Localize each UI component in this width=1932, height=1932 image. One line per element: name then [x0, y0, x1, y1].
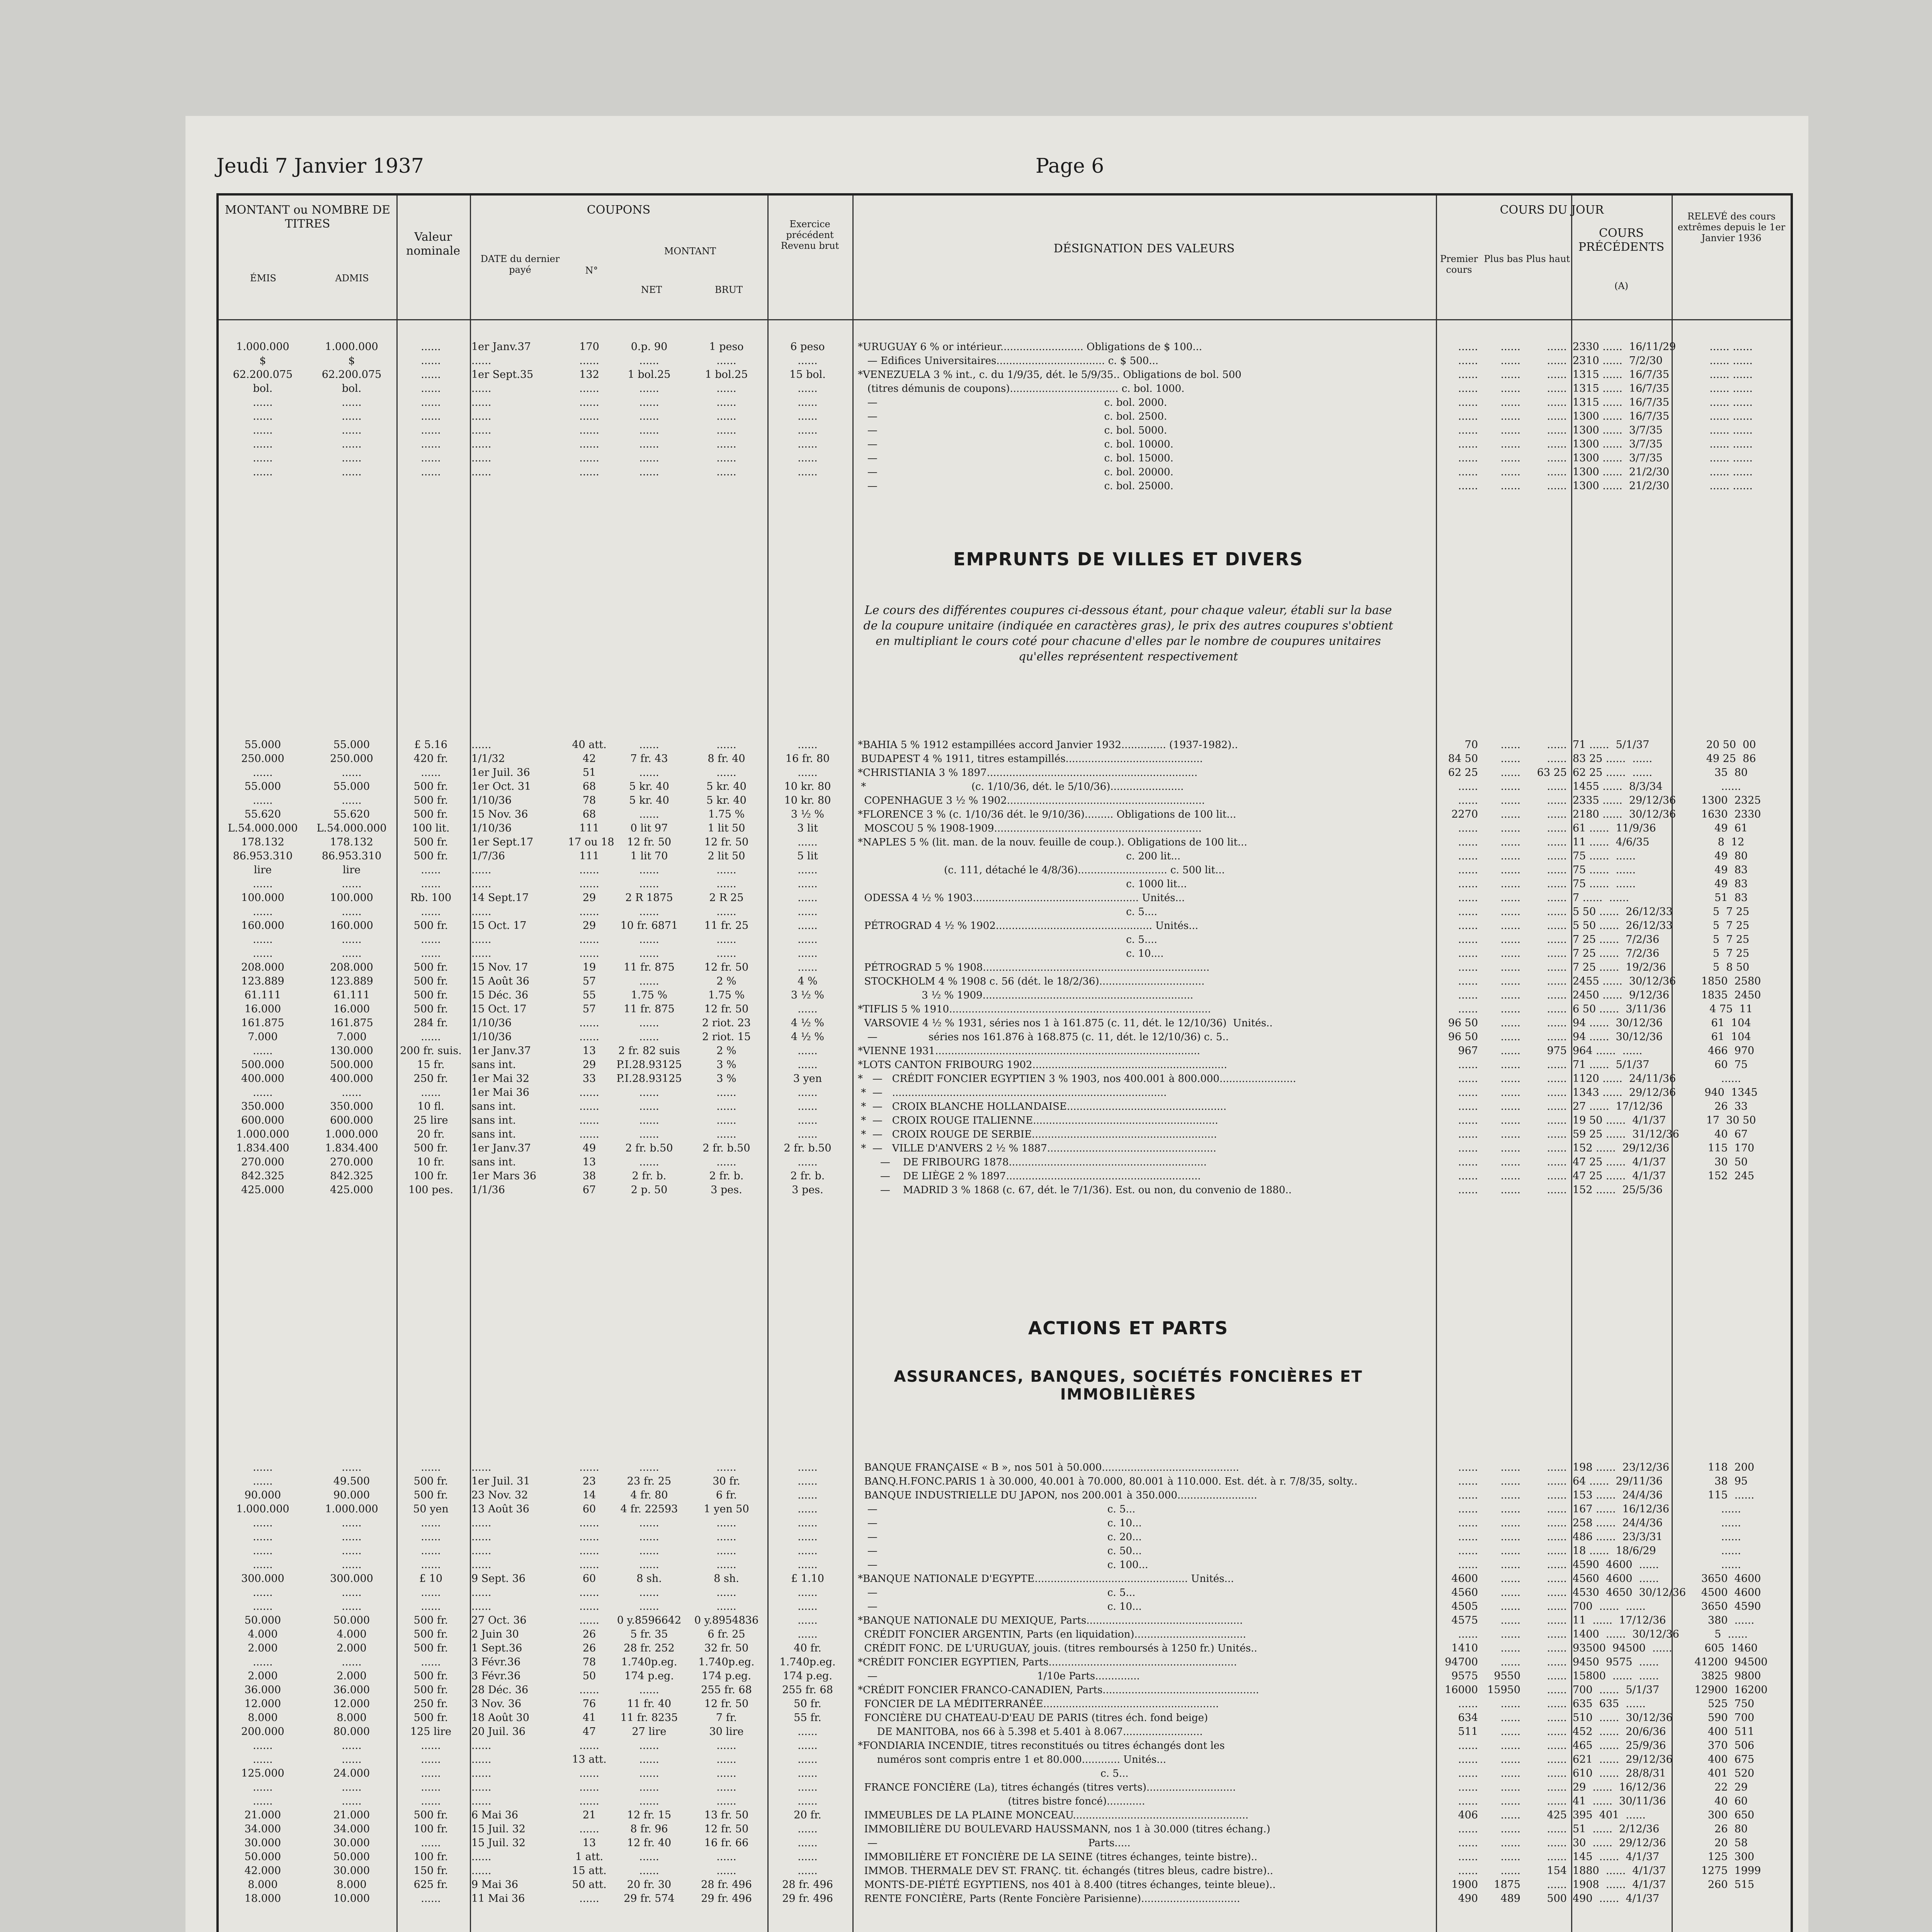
col-plus-haut: ...... ...... ...... ...... ...... ...... ...... ...... ...... ...... ...... ...... ...... ...... ...... ...... ...... ...... ...... ...... ...... ...... ...... ...... ...... 425 ...... ...... ...... 154 ...... 500 — [1547, 1461, 1567, 1905]
col-brut: ...... 8 fr. 40 ...... 5 kr. 40 5 kr. 40 1.75 % 1 lit 50 12 fr. 50 2 lit 50 ...... ...... 2 R 25 ...... 11 fr. 25 ...... ...... 12 fr. 50 2 % 1.75 % 12 fr. 50 2 riot. 23 2 riot. 15 2 % 3 % 3 % ...... ...... ...... ...... 2 fr. b.50 ...... 2 fr. b. 3 pes. — [702, 739, 751, 1196]
col-valeur: £ 5.16 420 fr. ...... 500 fr. 500 fr. 500 fr. 100 lit. 500 fr. 500 fr. ...... ...... Rb. 100 ...... 500 fr. ...... ...... 500 fr. 500 fr. 500 fr. 500 fr. 284 fr. ...... 200 fr. suis. 15 fr. 250 fr. ...... 10 fl. 25 lire 20 fr. 500 fr. 10 fr. 100 fr. 100 pes. — [400, 739, 462, 1196]
col-premier: 70 84 50 62 25 ...... ...... 2270 ...... ...... ...... ...... ...... ...... ...... ...... ...... ...... ...... ...... ...... ...... 96 50 96 50 967 ...... ...... ...... ...... ...... ...... ...... ...... ...... ...... — [1448, 739, 1478, 1196]
header-exercice: Exercice précédent Revenu brut — [781, 219, 839, 251]
page-number: Page 6 — [1036, 155, 1104, 178]
col-valeur: ...... ...... ...... ...... ...... ...... ...... ...... ...... ...... — [421, 341, 441, 478]
col-emis: ...... ...... 90.000 1.000.000 ...... ...... ...... ...... 300.000 ...... ...... 50.000 4.000 2.000 ...... 2.000 36.000 12.000 8.000 200.000 ...... ...... 125.000 ...... ...... 21.000 34.000 30.000 50.000 42.000 8.000 18.000 — [236, 1461, 289, 1905]
header-plus-haut: Plus haut — [1526, 253, 1570, 264]
col-exercice: ...... ...... ...... ...... ...... ...... ...... ...... £ 1.10 ...... ...... ...... ...... 40 fr. 1.740p.eg. 174 p.eg. 255 fr. 68 50 fr. 55 fr. ...... ...... ...... ...... ...... ...... 20 fr. ...... ...... ...... ...... 28 fr. 496 29 fr. 496 — [779, 1461, 836, 1905]
col-emis: 1.000.000 $ 62.200.075 bol. ...... ...... ...... ...... ...... ...... — [233, 341, 293, 478]
col-exercice: 6 peso ...... 15 bol. ...... ...... ...... ...... ...... ...... ...... — [789, 341, 826, 478]
col-no: 170 ...... 132 ...... ...... ...... ...... ...... ...... ...... — [579, 341, 599, 478]
col-premier: ...... ...... ...... ...... ...... ...... ...... ...... 4600 4560 4505 4575 ...... 1410 94700 9575 16000 ...... 634 511 ...... ...... ...... ...... ...... 406 ...... ...... ...... ...... 1900 490 — [1445, 1461, 1478, 1905]
col-admis: ...... 49.500 90.000 1.000.000 ...... ...... ...... ...... 300.000 ...... ...... 50.000 4.000 2.000 ...... 2.000 36.000 12.000 8.000 80.000 ...... ...... 24.000 ...... ...... 21.000 34.000 30.000 50.000 30.000 8.000 10.000 — [325, 1461, 378, 1905]
header-net: NET — [641, 284, 662, 295]
header-emis: ÉMIS — [250, 273, 276, 284]
col-precedents: 198 ...... 23/12/36 64 ...... 29/11/36 153 ...... 24/4/36 167 ...... 16/12/36 258 ...... 24/4/36 486 ...... 23/3/31 18 ...... 18/6/29 4590 4600 ...... 4560 4600 ...... 4530 4650 30/12/36 700 ...... ...... 11 ...... 17/12/36 1400 ...... 30/12/36 93500 94500 ...... 9450 9575 ...... 15800 ...... ...... 700 ...... 5/1/37 635 635 ...... 510 ...... 30/12/36 452 ...... 20/6/36 465 ...... 25/9/36 621 ...... 29/12/36 610 ...... 28/8/31 29 ...... 16/12/36 41 ...... 30/11/36 395 401 ...... 51 ...... 2/12/36 30 ...... 29/12/36 145 ...... 4/1/37 1880 ...... 4/1/37 1908 ...... 4/1/37 490 ...... 4/1/37 — [1573, 1461, 1686, 1905]
header-date: DATE du dernier payé — [480, 253, 560, 275]
header-rule — [219, 319, 1791, 320]
page-date: Jeudi 7 Janvier 1937 — [216, 155, 424, 178]
col-net: ...... 23 fr. 25 4 fr. 80 4 fr. 22593 ...... ...... ...... ...... 8 sh. ...... ...... 0 y.8596642 5 fr. 35 28 fr. 252 1.740p.eg. 174 p.eg. ...... 11 fr. 40 11 fr. 8235 27 lire ...... ...... ...... ...... ...... 12 fr. 15 8 fr. 96 12 fr. 40 ...... ...... 20 fr. 30 29 fr. 574 — [617, 1461, 682, 1905]
col-emis: 55.000 250.000 ...... 55.000 ...... 55.620 L.54.000.000 178.132 86.953.310 lire ...... 100.000 ...... 160.000 ...... ...... 208.000 123.889 61.111 16.000 161.875 7.000 ...... 500.000 400.000 ...... 350.000 600.000 1.000.000 1.834.400 270.000 842.325 425.000 — [228, 739, 298, 1196]
header-montant: MONTANT ou NOMBRE DE TITRES — [225, 203, 390, 231]
col-exercice: ...... 16 fr. 80 ...... 10 kr. 80 10 kr. 80 3 ½ % 3 lit ...... 5 lit ...... ...... ...... ...... ...... ...... ...... ...... 4 % 3 ½ % ...... 4 ½ % 4 ½ % ...... ...... 3 yen ...... ...... ...... ...... 2 fr. b.50 ...... 2 fr. b. 3 pes. — [784, 739, 832, 1196]
header-no: N° — [585, 265, 598, 276]
col-releve: 20 50 00 49 25 86 35 80 ...... 1300 2325 1630 2330 49 61 8 12 49 80 49 83 49 83 51 83 5 7 25 5 7 25 5 7 25 5 7 25 5 8 50 1850 2580 1835 2450 4 75 11 61 104 61 104 466 970 60 75 ...... 940 1345 26 33 17 30 50 40 67 115 170 30 50 152 245 — [1701, 739, 1761, 1182]
column-rule — [470, 196, 471, 1932]
col-designation: *BAHIA 5 % 1912 estampillées accord Janvier 1932.............. (1937-1982).. BUDAPEST 4 % 1911, titres estampillés........................................... *CHRISTIANIA 3 % 1897.................................................................. * (c. 1/10/36, dét. le 5/10/36)....................... COPENHAGUE 3 ½ % 1902.............................................................. *FLORENCE 3 % (c. 1/10/36 dét. le 9/10/36)......... Obligations de 100 lit... MOSCOU 5 % 1908-1909................................................................. *NAPLES 5 % (lit. man. de la nouv. feuille de coup.). Obligations de 100 lit... c. 200 lit... (c. 111, détaché le 4/8/36)............................ c. 500 lit... c. 1000 lit... ODESSA 4 ½ % 1903.................................................... Unités... c. 5.... PÉTROGRAD 4 ½ % 1902................................................. Unités... c. 5.... c. 10.... PÉTROGRAD 5 % 1908....................................................................... STOCKHOLM 4 % 1908 c. 56 (dét. le 18/2/36)................................. 3 ½ % 1909.................................................................. *TIFLIS 5 % 1910.................................................................................. VARSOVIE 4 ½ % 1931, séries nos 1 à 161.875 (c. 11, dét. le 12/10/36) Unités.. — séries nos 161.876 à 168.875 (c. 11, dét. le 12/10/36) c. 5.. *VIENNE 1931................................................................................... *LOTS CANTON FRIBOURG 1902............................................................. * — CRÉDIT FONCIER EGYPTIEN 3 % 1903, nos 400.001 à 800.000........................ * — ...................................................................................... * — CROIX BLANCHE HOLLANDAISE.................................................. * — CROIX ROUGE ITALIENNE.......................................................... * — CROIX ROUGE DE SERBIE.......................................................... * — VILLE D'ANVERS 2 ½ % 1887..................................................... — DE FRIBOURG 1878.............................................................. — DE LIÈGE 2 % 1897............................................................. — MADRID 3 % 1868 (c. 67, dét. le 7/1/36). Est. ou non, du convenio de 1880.. — [858, 739, 1296, 1196]
col-net: 0.p. 90 ...... 1 bol.25 ...... ...... ...... ...... ...... ...... ...... — [628, 341, 671, 478]
col-no: 40 att. 42 51 68 78 68 111 17 ou 18 111 ...... ...... 29 ...... 29 ...... ...... 19 57 55 57 ...... ...... 13 29 33 ...... ...... ...... ...... 49 13 38 67 — [568, 739, 614, 1196]
col-brut: 1 peso ...... 1 bol.25 ...... ...... ...... ...... ...... ...... ...... — [705, 341, 748, 478]
col-date: ...... 1/1/32 1er Juil. 36 1er Oct. 31 1/10/36 15 Nov. 36 1/10/36 1er Sept.17 1/7/36 ...... ...... 14 Sept.17 ...... 15 Oct. 17 ...... ...... 15 Nov. 17 15 Août 36 15 Déc. 36 15 Oct. 17 1/10/36 1/10/36 1er Janv.37 sans int. 1er Mai 32 1er Mai 36 sans int. sans int. sans int. 1er Janv.37 sans int. 1er Mars 36 1/1/36 — [471, 739, 537, 1196]
col-premier: ...... ...... ...... ...... ...... ...... ...... ...... ...... ...... ...... — [1458, 341, 1478, 492]
header-cours-jour: COURS DU JOUR — [1500, 203, 1604, 217]
col-plus-bas: ...... ...... ...... ...... ...... ...... ...... ...... ...... ...... ...... — [1500, 341, 1520, 492]
header-designation: DÉSIGNATION DES VALEURS — [1053, 242, 1235, 255]
col-brut: ...... 30 fr. 6 fr. 1 yen 50 ...... ...... ...... ...... 8 sh. ...... ...... 0 y.8954836 6 fr. 25 32 fr. 50 1.740p.eg. 174 p.eg. 255 fr. 68 12 fr. 50 7 fr. 30 lire ...... ...... ...... ...... ...... 13 fr. 50 12 fr. 50 16 fr. 66 ...... ...... 28 fr. 496 29 fr. 496 — [694, 1461, 759, 1905]
col-precedents: 2330 ...... 16/11/29 2310 ...... 7/2/30 1315 ...... 16/7/35 1315 ...... 16/7/35 1315 ...... 16/7/35 1300 ...... 16/7/35 1300 ...... 3/7/35 1300 ...... 3/7/35 1300 ...... 3/7/35 1300 ...... 21/2/30 1300 ...... 21/2/30 — [1573, 341, 1676, 492]
col-plus-haut: ...... ...... ...... ...... ...... ...... ...... ...... ...... ...... ...... — [1547, 341, 1567, 492]
emprunts-note: Le cours des différentes coupures ci-dessous étant, pour chaque valeur, établi sur la base de la coupure unitaire (indiquée en caractères gras), le prix des autres coupures s'obtient en multipliant le cours coté pour chacune d'elles par le nombre de coupures unitaires qu'elles représentent respectivement — [863, 604, 1393, 663]
col-plus-bas: ...... ...... ...... ...... ...... ...... ...... ...... ...... ...... ...... ...... ...... ...... ...... 9550 15950 ...... ...... ...... ...... ...... ...... ...... ...... ...... ...... ...... ...... ...... 1875 489 — [1487, 1461, 1520, 1905]
header-admis: ADMIS — [335, 273, 369, 284]
col-admis: 55.000 250.000 ...... 55.000 ...... 55.620 L.54.000.000 178.132 86.953.310 lire ...... 100.000 ...... 160.000 ...... ...... 208.000 123.889 61.111 16.000 161.875 7.000 130.000 500.000 400.000 ...... 350.000 600.000 1.000.000 1.834.400 270.000 842.325 425.000 — [316, 739, 387, 1196]
col-admis: 1.000.000 $ 62.200.075 bol. ...... ...... ...... ...... ...... ...... — [321, 341, 382, 478]
col-valeur: ...... 500 fr. 500 fr. 50 yen ...... ...... ...... ...... £ 10 ...... ...... 500 fr. 500 fr. 500 fr. ...... 500 fr. 500 fr. 250 fr. 500 fr. 125 lire ...... ...... ...... ...... ...... 500 fr. 100 fr. ...... 100 fr. 150 fr. 625 fr. ...... — [410, 1461, 452, 1905]
col-designation: *URUGUAY 6 % or intérieur.......................... Obligations de $ 100... — Edifices Universitaires.................................. c. $ 500... *VENEZUELA 3 % int., c. du 1/9/35, dét. le 5/9/35.. Obligations de bol. 500 (titres démunis de coupons).................................. c. bol. 1000. — c. bol. 2000. — c. bol. 2500. — c. bol. 5000. — c. bol. 10000. — c. bol. 15000. — c. bol. 20000. — c. bol. 25000. — [858, 341, 1242, 492]
header-brut: BRUT — [715, 284, 743, 295]
header-valeur: Valeur nominale — [406, 230, 460, 258]
column-rule — [1672, 196, 1673, 1932]
header-releve: RELEVÉ des cours extrêmes depuis le 1er Janvier 1936 — [1677, 211, 1786, 243]
header-precedents-sub: (A) — [1614, 281, 1629, 291]
section-emprunts: EMPRUNTS DE VILLES ET DIVERS — [953, 549, 1303, 570]
col-date: 1er Janv.37 ...... 1er Sept.35 ...... ...... ...... ...... ...... ...... ...... — [471, 341, 534, 478]
col-designation: BANQUE FRANÇAISE « B », nos 501 à 50.000........................................... BANQ.H.FONC.PARIS 1 à 30.000, 40.001 à 70.000, 80.001 à 110.000. Est. dét. à r. 7/8/35, solty.. BANQUE INDUSTRIELLE DU JAPON, nos 200.001 à 350.000......................... — c. 5... — c. 10... — c. 20... — c. 50... — c. 100... *BANQUE NATIONALE D'EGYPTE................................................ Unités... — c. 5... — c. 10... *BANQUE NATIONALE DU MEXIQUE, Parts................................................. CRÉDIT FONCIER ARGENTIN, Parts (en liquidation)................................... CRÉDIT FONC. DE L'URUGUAY, jouis. (titres remboursés à 1250 fr.) Unités.. *CRÉDIT FONCIER EGYPTIEN, Parts........................................................... — 1/10e Parts.............. *CRÉDIT FONCIER FRANCO-CANADIEN, Parts................................................. FONCIER DE LA MÉDITERRANÉE....................................................... FONCIÈRE DU CHATEAU-D'EAU DE PARIS (titres éch. fond beige) DE MANITOBA, nos 66 à 5.398 et 5.401 à 8.067......................... *FONDIARIA INCENDIE, titres reconstitués ou titres échangés dont les numéros sont compris entre 1 et 80.000............ Unités... c. 5... FRANCE FONCIÈRE (La), titres échangés (titres verts)............................ (titres bistre foncé)............ IMMEUBLES DE LA PLAINE MONCEAU....................................................... IMMOBILIÈRE DU BOULEVARD HAUSSMANN, nos 1 à 30.000 (titres échang.) — Parts..... IMMOBILIÈRE ET FONCIÈRE DE LA SEINE (titres échanges, teinte bistre).. IMMOB. THERMALE DEV ST. FRANÇ. tit. échangés (titres bleus, cadre bistre).. MONTS-DE-PIÉTÉ EGYPTIENS, nos 401 à 8.400 (titres échanges, teinte bleue).. RENTE FONCIÈRE, Parts (Rente Foncière Parisienne)............................... — [858, 1462, 1358, 1905]
col-date: ...... 1er Juil. 31 23 Nov. 32 13 Août 36 ...... ...... ...... ...... 9 Sept. 36 ...... ...... 27 Oct. 36 2 Juin 30 1 Sept.36 3 Févr.36 3 Févr.36 28 Déc. 36 3 Nov. 36 18 Août 30 20 Juil. 36 ...... ...... ...... ...... ...... 6 Mai 36 15 Juil. 32 15 Juil. 32 ...... ...... 9 Mai 36 11 Mai 36 — [471, 1461, 530, 1905]
col-plus-bas: ...... ...... ...... ...... ...... ...... ...... ...... ...... ...... ...... ...... ...... ...... ...... ...... ...... ...... ...... ...... ...... ...... ...... ...... ...... ...... ...... ...... ...... ...... ...... ...... ...... — [1500, 739, 1520, 1196]
header-plus-bas: Plus bas — [1484, 253, 1523, 264]
header-premier: Premier cours — [1440, 253, 1478, 275]
col-no: ...... 23 14 60 ...... ...... ...... ...... 60 ...... ...... ...... 26 26 78 50 ...... 76 41 47 ...... 13 att. ...... ...... ...... 21 ...... 13 1 att. 15 att. 50 att. ...... — [572, 1461, 607, 1905]
section-assurances: ASSURANCES, BANQUES, SOCIÉTÉS FONCIÈRES ET IMMOBILIÈRES — [894, 1368, 1363, 1403]
header-coupons: COUPONS — [587, 203, 651, 217]
col-releve: ...... ...... ...... ...... ...... ...... ...... ...... ...... ...... ...... ...... ...... ...... ...... ...... ...... ...... ...... ...... ...... ...... — [1709, 341, 1753, 492]
column-rule — [852, 196, 854, 1932]
header-precedents: COURS PRÉCÉDENTS — [1578, 226, 1665, 254]
col-releve: 118 200 38 95 115 ...... ...... ...... ...... ...... ...... 3650 4600 4500 4600 3650 4590 380 ...... 5 ...... 605 1460 41200 94500 3825 9800 12900 16200 525 750 590 700 400 511 370 506 400 675 401 520 22 29 40 60 300 650 26 80 20 58 125 300 1275 1999 260 515 — [1694, 1461, 1768, 1891]
col-plus-haut: ...... ...... 63 25 ...... ...... ...... ...... ...... ...... ...... ...... ...... ...... ...... ...... ...... ...... ...... ...... ...... ...... ...... 975 ...... ...... ...... ...... ...... ...... ...... ...... ...... ...... — [1537, 739, 1567, 1196]
running-header — [216, 155, 1793, 182]
col-precedents: 71 ...... 5/1/37 83 25 ...... ...... 62 25 ...... ...... 1455 ...... 8/3/34 2335 ...... 29/12/36 2180 ...... 30/12/36 61 ...... 11/9/36 11 ...... 4/6/35 75 ...... ...... 75 ...... ...... 75 ...... ...... 7 ...... ...... 5 50 ...... 26/12/33 5 50 ...... 26/12/33 7 25 ...... 7/2/36 7 25 ...... 7/2/36 7 25 ...... 19/2/36 2455 ...... 30/12/36 2450 ...... 9/12/36 6 50 ...... 3/11/36 94 ...... 30/12/36 94 ...... 30/12/36 964 ...... ...... 71 ...... 5/1/37 1120 ...... 24/11/36 1343 ...... 29/12/36 27 ...... 17/12/36 19 50 ...... 4/1/37 59 25 ...... 31/12/36 152 ...... 29/12/36 47 25 ...... 4/1/37 47 25 ...... 4/1/37 152 ...... 25/5/36 — [1573, 739, 1679, 1196]
column-rule — [1571, 196, 1572, 1932]
section-actions: ACTIONS ET PARTS — [1028, 1318, 1229, 1338]
header-montant-coupon: MONTANT — [664, 246, 716, 257]
col-net: ...... 7 fr. 43 ...... 5 kr. 40 5 kr. 40 ...... 0 lit 97 12 fr. 50 1 lit 70 ...... ...... 2 R 1875 ...... 10 fr. 6871 ...... ...... 11 fr. 875 ...... 1.75 % 11 fr. 875 ...... ...... 2 fr. 82 suis P.I.28.93125 P.I.28.93125 ...... ...... ...... ...... 2 fr. b.50 ...... 2 fr. b. 2 p. 50 — [616, 739, 682, 1196]
